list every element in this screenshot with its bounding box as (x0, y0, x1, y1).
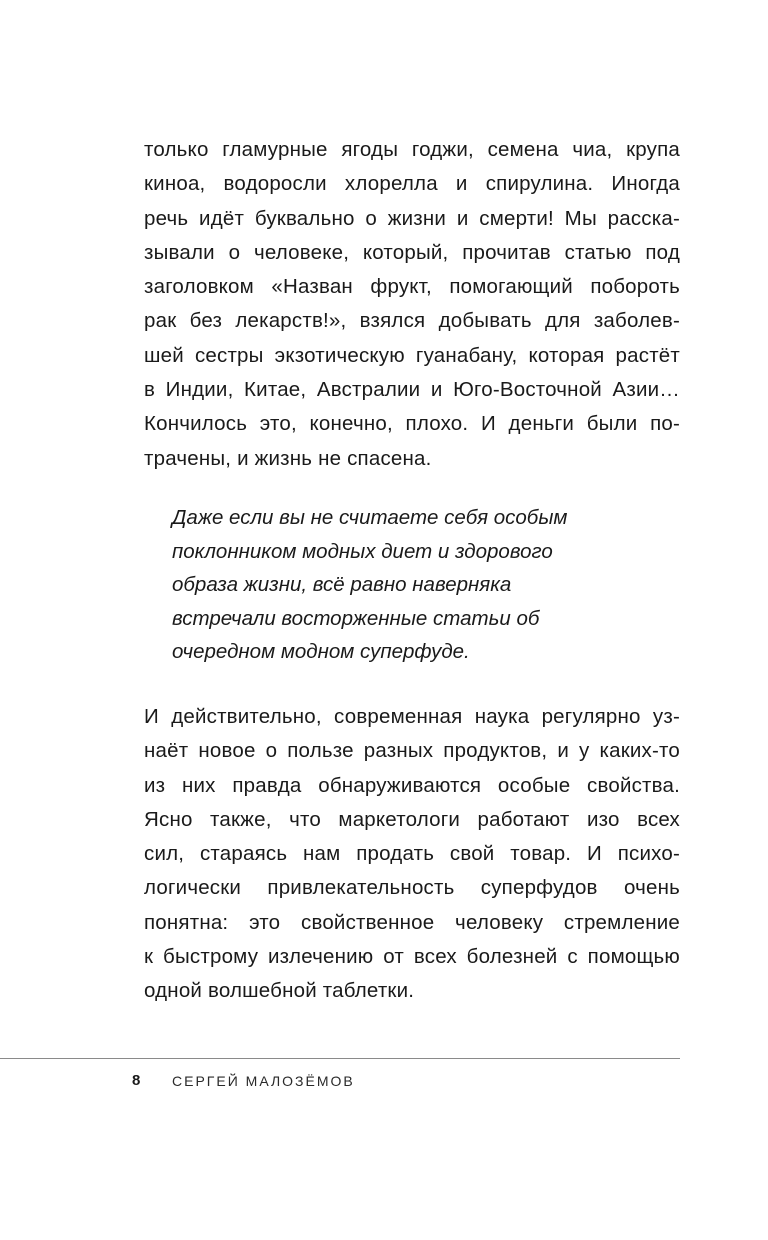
text-line: речь идёт буквально о жизни и смерти! Мы расска- (144, 206, 680, 230)
text-line: логически привлекательность суперфудов очень (144, 876, 680, 900)
body-paragraph-2 (144, 700, 680, 1009)
running-head-author: СЕРГЕЙ МАЛОЗЁМОВ (172, 1073, 355, 1089)
text-line: зывали о человеке, который, прочитав статью под (144, 240, 680, 264)
text-line: И действительно, современная наука регулярно уз- (144, 705, 680, 728)
quote-line: образа жизни, всё равно наверняка (172, 573, 512, 596)
text-line: шей сестры экзотическую гуанабану, которая растёт (144, 343, 680, 367)
text-line: киноа, водоросли хлорелла и спирулина. Иногда (144, 172, 680, 196)
text-line: к быстрому излечению от всех болезней с помощью (144, 945, 680, 969)
quote-line: поклонником модных диет и здорового (172, 539, 553, 563)
quote-line: Даже если вы не считаете себя особым (172, 506, 568, 529)
text-line: одной волшебной таблетки. (144, 979, 415, 1003)
pull-quote (172, 501, 632, 669)
text-line: наёт новое о пользе разных продуктов, и у каких-то (144, 739, 680, 763)
text-line: Ясно также, что маркетологи работают изо всех (144, 807, 680, 831)
text-line: только гламурные ягоды годжи, семена чиа, крупа (144, 138, 680, 161)
text-line: рак без лекарств!», взялся добывать для заболев- (144, 309, 680, 333)
footer-divider (0, 1058, 680, 1059)
text-line: из них правда обнаруживаются особые свойства. (144, 773, 680, 797)
text-line: в Индии, Китае, Австралии и Юго-Восточной Азии… (144, 378, 680, 402)
text-line: трачены, и жизнь не спасена. (144, 446, 432, 470)
text-line: сил, стараясь нам продать свой товар. И психо- (144, 842, 680, 866)
text-line: заголовком «Назван фрукт, помогающий побороть (144, 275, 680, 299)
text-line: Кончилось это, конечно, плохо. И деньги были по- (144, 412, 680, 436)
quote-line: встречали восторженные статьи об (172, 606, 540, 630)
text-line: понятна: это свойственное человеку стремление (144, 910, 680, 934)
body-paragraph-1 (144, 133, 680, 476)
quote-line: очередном модном суперфуде. (172, 640, 470, 663)
page-number: 8 (132, 1072, 141, 1089)
